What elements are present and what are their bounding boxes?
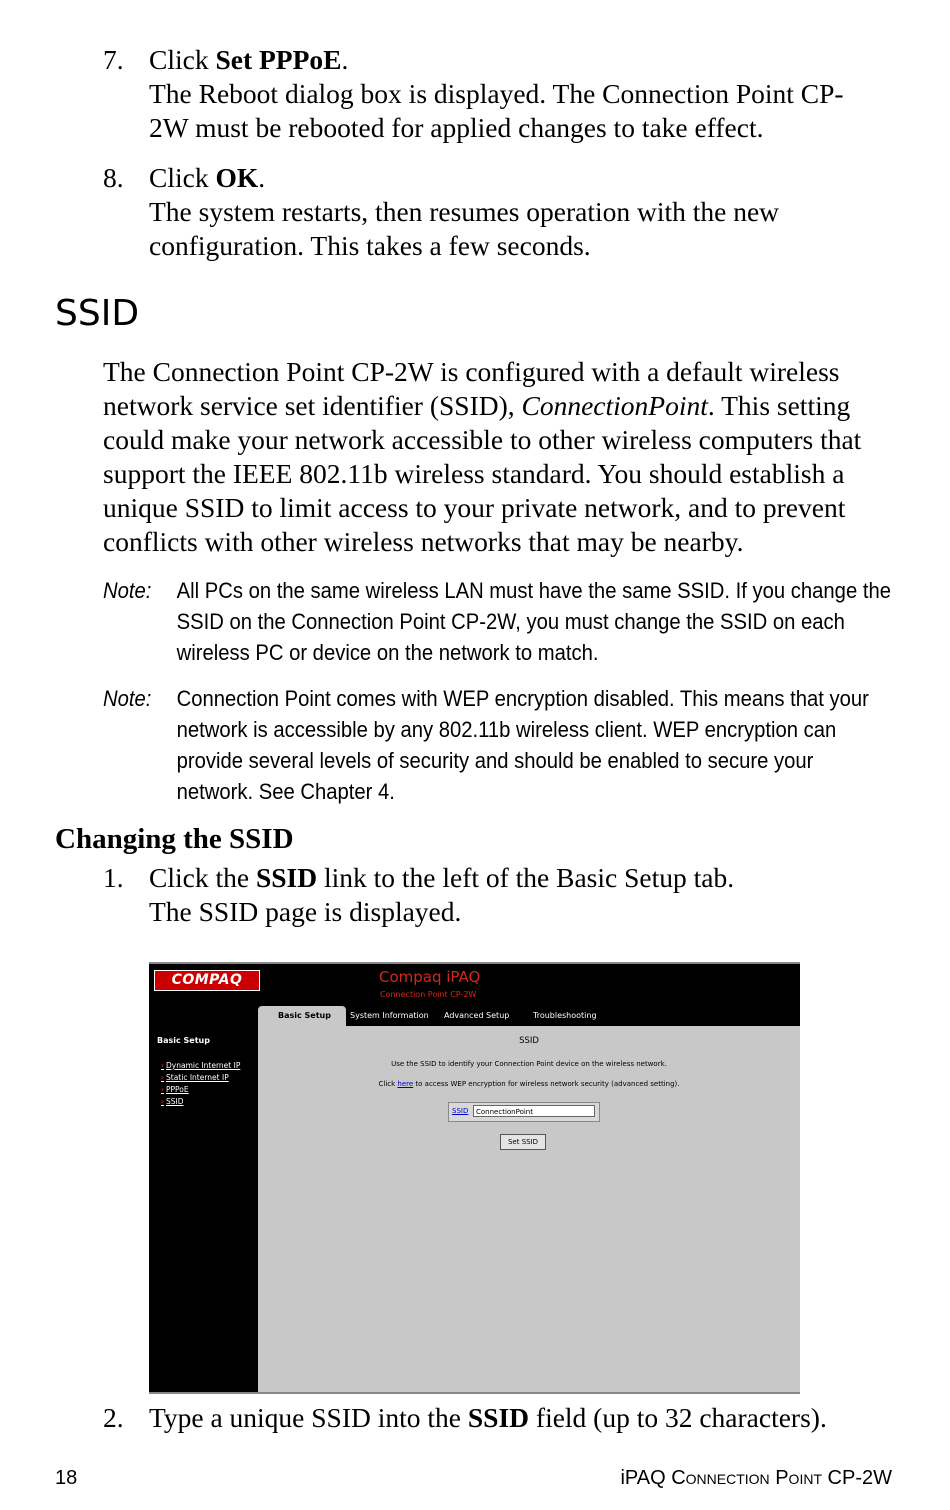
ssid-field-label: SSID (467, 1402, 530, 1433)
ok-label: OK (215, 162, 259, 193)
arrow-icon: › (161, 1073, 164, 1082)
note-text: All PCs on the same wireless LAN must have the same SSID. If you change the SSID on the Connection Point CP-2W, you must change the SSID on each wireless PC or device on the network to match. (176, 578, 891, 665)
arrow-icon: › (161, 1097, 164, 1106)
here-link[interactable]: here (397, 1080, 414, 1088)
default-ssid: ConnectionPoint (521, 390, 708, 421)
description-line: Use the SSID to identify your Connection Point device on the wireless network. (391, 1060, 667, 1068)
step-2 (103, 1401, 903, 1435)
step-description: The Reboot dialog box is displayed. The Connection Point CP-2W must be rebooted for applied changes to take effect. (149, 78, 844, 143)
step-number: 1. (103, 862, 124, 893)
ssid-page-screenshot (149, 962, 800, 1394)
sidebar-item-static-ip[interactable]: › Static Internet IP (161, 1073, 229, 1082)
compaq-logo: COMPAQ (154, 970, 260, 991)
note-1 (103, 575, 891, 668)
sidebar-item-ssid[interactable]: › SSID (161, 1097, 184, 1106)
ssid-form (448, 1102, 600, 1122)
intro-paragraph: The Connection Point CP-2W is configured with a default wireless network service set identifier (SSID), ConnectionPoint. This setting could make your network accessible to other wireless computers that support the IEEE 802.11b wireless standard. You should establish a unique SSID to limit access to your private network, and to prevent conflicts with other wireless networks that may be nearby. (103, 356, 862, 557)
set-pppoe-label: Set PPPoE (215, 44, 342, 75)
step-number: 8. (103, 162, 124, 193)
note-2 (103, 683, 869, 807)
tab-basic-setup[interactable]: Basic Setup (258, 1006, 346, 1026)
page-title: SSID (519, 1036, 539, 1046)
sidebar-item-dynamic-ip[interactable]: › Dynamic Internet IP (161, 1061, 241, 1070)
running-title: iPAQ Connection Point CP-2W (620, 1467, 892, 1489)
brand-subtitle: Connection Point CP-2W (380, 990, 477, 999)
note-text: Connection Point comes with WEP encryption disabled. This means that your network is accessible by any 802.11b wireless client. WEP encryption can provide several levels of security and should be enabled to secure your network. See Chapter 4. (176, 686, 869, 804)
arrow-icon: › (161, 1061, 164, 1070)
step-8 (103, 161, 903, 263)
tab-bar (258, 1006, 800, 1026)
step-instruction: Type a unique SSID into the SSID field (up to 32 characters). (149, 1402, 827, 1433)
step-1 (103, 861, 903, 929)
sidebar (149, 1026, 258, 1392)
sidebar-item-pppoe[interactable]: › PPPoE (161, 1085, 189, 1094)
ssid-label[interactable]: SSID (452, 1107, 469, 1115)
step-7 (103, 43, 903, 145)
step-description: The SSID page is displayed. (149, 896, 462, 927)
tab-system-information[interactable]: System Information (350, 1011, 429, 1020)
sidebar-title: Basic Setup (157, 1036, 210, 1045)
set-ssid-button[interactable]: Set SSID (500, 1134, 546, 1150)
note-label: Note: (103, 686, 152, 711)
note-label: Note: (103, 578, 152, 603)
step-number: 2. (103, 1402, 124, 1433)
brand-title: Compaq iPAQ (379, 968, 481, 986)
step-description: The system restarts, then resumes operation with the new configuration. This takes a few seconds. (149, 196, 780, 261)
tab-advanced-setup[interactable]: Advanced Setup (444, 1011, 510, 1020)
ssid-link-label: SSID (255, 862, 318, 893)
wep-line: Click here to access WEP encryption for wireless network security (advanced setting). (378, 1080, 680, 1088)
ssid-input[interactable]: ConnectionPoint (473, 1105, 595, 1117)
tab-troubleshooting[interactable]: Troubleshooting (533, 1011, 597, 1020)
step-number: 7. (103, 44, 124, 75)
subsection-title: Changing the SSID (55, 823, 294, 855)
arrow-icon: › (161, 1085, 164, 1094)
step-instruction: Click OK. (149, 162, 266, 193)
section-title: SSID (55, 293, 140, 334)
content-panel (258, 1026, 800, 1392)
step-instruction: Click the SSID link to the left of the Basic Setup tab. (149, 862, 735, 893)
step-instruction: Click Set PPPoE. (149, 44, 349, 75)
page-number: 18 (55, 1467, 78, 1489)
